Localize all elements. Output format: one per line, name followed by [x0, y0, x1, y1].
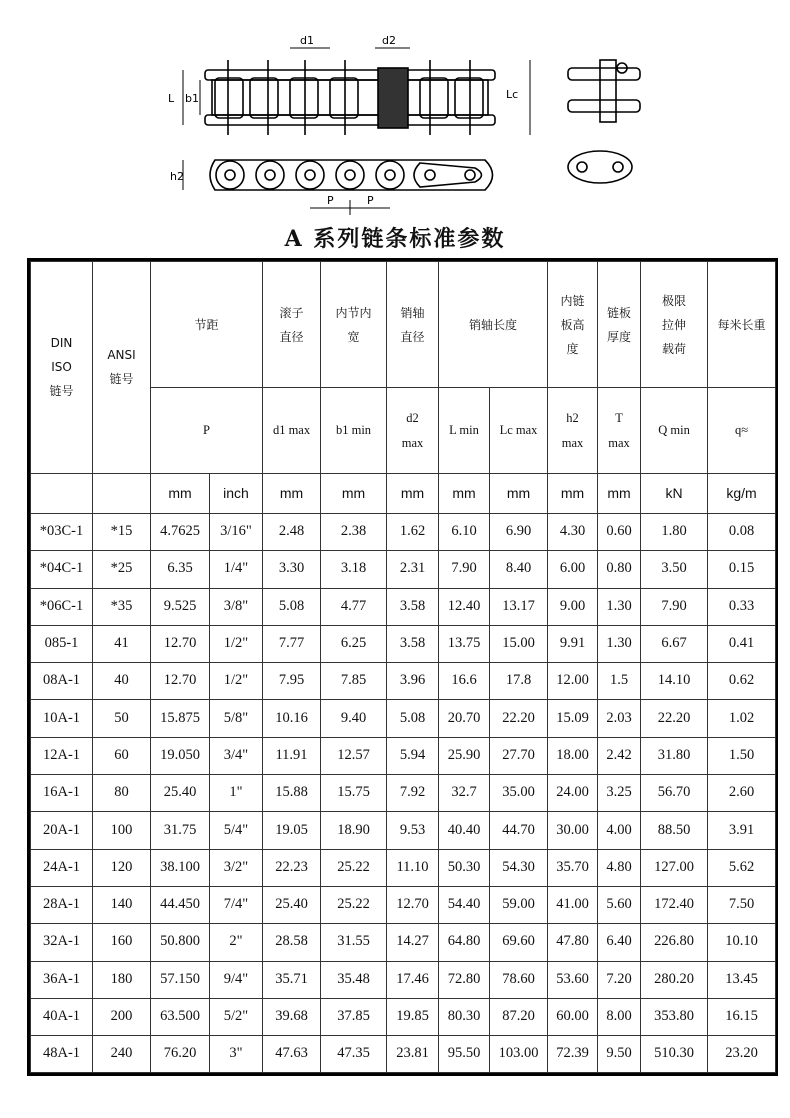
table-cell: 53.60	[548, 961, 598, 998]
table-cell: 35.71	[263, 961, 321, 998]
table-cell: 4.7625	[151, 514, 210, 551]
table-cell: 6.40	[598, 924, 641, 961]
table-row	[31, 812, 776, 849]
header-ansi: ANSI 链号	[93, 262, 151, 474]
table-cell: 180	[93, 961, 151, 998]
header-plate-height: 内链 板高 度	[548, 262, 598, 388]
table-cell: 7.90	[439, 551, 490, 588]
table-cell: 08A-1	[31, 663, 93, 700]
table-cell: 13.17	[490, 588, 548, 625]
table-cell: 0.33	[708, 588, 776, 625]
table-cell: 12.70	[151, 625, 210, 662]
table-row	[31, 961, 776, 998]
table-cell: 1.62	[387, 514, 439, 551]
table-cell: 4.00	[598, 812, 641, 849]
table-row	[31, 663, 776, 700]
table-cell: 127.00	[641, 849, 708, 886]
sym-t: T max	[598, 388, 641, 474]
table-cell: 9.40	[321, 700, 387, 737]
table-row	[31, 998, 776, 1035]
label-h2: h2	[170, 170, 184, 183]
table-cell: 17.46	[387, 961, 439, 998]
table-cell: 9.525	[151, 588, 210, 625]
table-cell: 10.16	[263, 700, 321, 737]
table-cell: *25	[93, 551, 151, 588]
table-cell: 25.40	[263, 886, 321, 923]
table-cell: 47.80	[548, 924, 598, 961]
table-cell: 6.25	[321, 625, 387, 662]
sym-lc: Lc max	[490, 388, 548, 474]
table-cell: 41.00	[548, 886, 598, 923]
table-cell: *03C-1	[31, 514, 93, 551]
table-cell: 32.7	[439, 775, 490, 812]
table-cell: 7.50	[708, 886, 776, 923]
table-cell: 44.70	[490, 812, 548, 849]
table-cell: 5/4"	[210, 812, 263, 849]
sym-h2: h2 max	[548, 388, 598, 474]
table-cell: 11.10	[387, 849, 439, 886]
table-cell: 38.100	[151, 849, 210, 886]
table-cell: 3.58	[387, 588, 439, 625]
table-cell: 80.30	[439, 998, 490, 1035]
table-cell: 60	[93, 737, 151, 774]
table-row	[31, 775, 776, 812]
table-cell: 200	[93, 998, 151, 1035]
header-tensile: 极限 拉伸 载荷	[641, 262, 708, 388]
table-cell: 19.85	[387, 998, 439, 1035]
table-cell: 14.10	[641, 663, 708, 700]
label-d1: d1	[300, 34, 314, 47]
header-blank	[31, 474, 93, 514]
table-cell: 3/4"	[210, 737, 263, 774]
table-cell: 54.30	[490, 849, 548, 886]
table-cell: 87.20	[490, 998, 548, 1035]
table-cell: 11.91	[263, 737, 321, 774]
table-cell: 12.70	[387, 886, 439, 923]
table-cell: 30.00	[548, 812, 598, 849]
table-cell: 12.00	[548, 663, 598, 700]
table-cell: 15.00	[490, 625, 548, 662]
table-cell: 7.85	[321, 663, 387, 700]
table-cell: 1/4"	[210, 551, 263, 588]
table-cell: 25.22	[321, 849, 387, 886]
table-cell: 140	[93, 886, 151, 923]
table-cell: 0.08	[708, 514, 776, 551]
table-cell: 14.27	[387, 924, 439, 961]
table-cell: 25.40	[151, 775, 210, 812]
table-cell: 0.80	[598, 551, 641, 588]
table-cell: 2.60	[708, 775, 776, 812]
table-cell: 7.92	[387, 775, 439, 812]
table-cell: 6.90	[490, 514, 548, 551]
table-cell: *04C-1	[31, 551, 93, 588]
table-cell: 0.62	[708, 663, 776, 700]
header-pin-dia: 销轴 直径	[387, 262, 439, 388]
table-row	[31, 588, 776, 625]
table-cell: 7.77	[263, 625, 321, 662]
table-cell: 10.10	[708, 924, 776, 961]
table-cell: 31.75	[151, 812, 210, 849]
table-body	[31, 514, 776, 1073]
table-cell: 15.875	[151, 700, 210, 737]
spec-table	[30, 261, 776, 1073]
table-cell: 1.02	[708, 700, 776, 737]
table-cell: 23.81	[387, 1036, 439, 1073]
table-cell: 7.90	[641, 588, 708, 625]
table-cell: 3.50	[641, 551, 708, 588]
table-cell: 1.30	[598, 588, 641, 625]
table-cell: 47.63	[263, 1036, 321, 1073]
table-cell: 95.50	[439, 1036, 490, 1073]
table-cell: 1"	[210, 775, 263, 812]
table-cell: 37.85	[321, 998, 387, 1035]
table-cell: 3.58	[387, 625, 439, 662]
table-cell: 7/4"	[210, 886, 263, 923]
table-row	[31, 849, 776, 886]
header-blank	[93, 474, 151, 514]
table-cell: 100	[93, 812, 151, 849]
table-cell: 22.23	[263, 849, 321, 886]
table-cell: 20A-1	[31, 812, 93, 849]
unit-cell: inch	[210, 474, 263, 514]
table-cell: 35.00	[490, 775, 548, 812]
table-cell: 24.00	[548, 775, 598, 812]
table-cell: 103.00	[490, 1036, 548, 1073]
table-cell: *15	[93, 514, 151, 551]
table-cell: 15.88	[263, 775, 321, 812]
sym-d1: d1 max	[263, 388, 321, 474]
table-cell: 172.40	[641, 886, 708, 923]
table-cell: 160	[93, 924, 151, 961]
table-cell: 5.94	[387, 737, 439, 774]
sym-qw: q≈	[708, 388, 776, 474]
table-cell: 31.80	[641, 737, 708, 774]
table-cell: 3/2"	[210, 849, 263, 886]
table-cell: 9.00	[548, 588, 598, 625]
table-cell: 40	[93, 663, 151, 700]
header-pitch: 节距	[151, 262, 263, 388]
table-cell: 18.90	[321, 812, 387, 849]
table-cell: 16.6	[439, 663, 490, 700]
table-cell: 57.150	[151, 961, 210, 998]
unit-cell: mm	[263, 474, 321, 514]
header-roller: 滚子 直径	[263, 262, 321, 388]
table-cell: 3/16"	[210, 514, 263, 551]
table-cell: 78.60	[490, 961, 548, 998]
table-cell: 0.41	[708, 625, 776, 662]
sym-p: P	[151, 388, 263, 474]
table-cell: 4.77	[321, 588, 387, 625]
table-cell: 5.60	[598, 886, 641, 923]
unit-cell: mm	[387, 474, 439, 514]
table-cell: 35.70	[548, 849, 598, 886]
table-row	[31, 551, 776, 588]
table-cell: 20.70	[439, 700, 490, 737]
table-cell: 59.00	[490, 886, 548, 923]
table-cell: 3.18	[321, 551, 387, 588]
table-cell: 13.75	[439, 625, 490, 662]
table-cell: 9.53	[387, 812, 439, 849]
table-row	[31, 625, 776, 662]
table-cell: 72.80	[439, 961, 490, 998]
table-cell: 085-1	[31, 625, 93, 662]
table-cell: 9.91	[548, 625, 598, 662]
table-row	[31, 886, 776, 923]
table-cell: 15.75	[321, 775, 387, 812]
header-weight: 每米长重	[708, 262, 776, 388]
table-cell: 4.30	[548, 514, 598, 551]
table-cell: 5.08	[387, 700, 439, 737]
table-cell: 76.20	[151, 1036, 210, 1073]
table-cell: 6.00	[548, 551, 598, 588]
table-cell: *35	[93, 588, 151, 625]
table-cell: 44.450	[151, 886, 210, 923]
table-cell: 63.500	[151, 998, 210, 1035]
table-cell: 69.60	[490, 924, 548, 961]
table-cell: 18.00	[548, 737, 598, 774]
table-row	[31, 514, 776, 551]
table-cell: 3"	[210, 1036, 263, 1073]
table-cell: 56.70	[641, 775, 708, 812]
sym-q: Q min	[641, 388, 708, 474]
table-cell: 13.45	[708, 961, 776, 998]
table-cell: 8.00	[598, 998, 641, 1035]
table-cell: 1.80	[641, 514, 708, 551]
table-cell: 50	[93, 700, 151, 737]
table-cell: 3.96	[387, 663, 439, 700]
table-cell: 2.31	[387, 551, 439, 588]
table-cell: 3.91	[708, 812, 776, 849]
sym-d2: d2 max	[387, 388, 439, 474]
chain-diagram	[0, 0, 790, 225]
table-cell: 226.80	[641, 924, 708, 961]
page-title: A 系列链条标准参数	[284, 226, 506, 252]
table-cell: 12A-1	[31, 737, 93, 774]
table-cell: 40.40	[439, 812, 490, 849]
label-lc: Lc	[506, 88, 519, 101]
table-cell: 120	[93, 849, 151, 886]
table-cell: 6.67	[641, 625, 708, 662]
table-cell: 28A-1	[31, 886, 93, 923]
unit-cell: mm	[598, 474, 641, 514]
header-din-iso: DIN ISO 链号	[31, 262, 93, 474]
unit-cell: mm	[321, 474, 387, 514]
table-cell: 22.20	[641, 700, 708, 737]
table-cell: 36A-1	[31, 961, 93, 998]
table-cell: 50.30	[439, 849, 490, 886]
table-cell: 1.30	[598, 625, 641, 662]
table-cell: 48A-1	[31, 1036, 93, 1073]
table-cell: 25.90	[439, 737, 490, 774]
unit-cell: mm	[439, 474, 490, 514]
table-cell: 8.40	[490, 551, 548, 588]
table-cell: 24A-1	[31, 849, 93, 886]
table-row	[31, 700, 776, 737]
table-cell: 1.50	[708, 737, 776, 774]
table-cell: 35.48	[321, 961, 387, 998]
table-cell: 72.39	[548, 1036, 598, 1073]
table-cell: 12.57	[321, 737, 387, 774]
table-row	[31, 1036, 776, 1073]
table-cell: 47.35	[321, 1036, 387, 1073]
table-cell: 17.8	[490, 663, 548, 700]
table-cell: 240	[93, 1036, 151, 1073]
unit-cell: mm	[490, 474, 548, 514]
table-cell: 0.60	[598, 514, 641, 551]
table-cell: 353.80	[641, 998, 708, 1035]
table-row	[31, 924, 776, 961]
table-row	[31, 737, 776, 774]
header-inner-width: 内节内 宽	[321, 262, 387, 388]
table-cell: 4.80	[598, 849, 641, 886]
unit-cell: kN	[641, 474, 708, 514]
table-cell: 15.09	[548, 700, 598, 737]
table-cell: 5/2"	[210, 998, 263, 1035]
table-cell: 50.800	[151, 924, 210, 961]
table-cell: 1.5	[598, 663, 641, 700]
table-cell: 280.20	[641, 961, 708, 998]
table-cell: 64.80	[439, 924, 490, 961]
table-cell: 88.50	[641, 812, 708, 849]
table-cell: 1/2"	[210, 663, 263, 700]
table-cell: 2.48	[263, 514, 321, 551]
table-cell: 510.30	[641, 1036, 708, 1073]
header-pin-length: 销轴长度	[439, 262, 548, 388]
unit-cell: mm	[151, 474, 210, 514]
table-cell: 7.20	[598, 961, 641, 998]
table-cell: 2.03	[598, 700, 641, 737]
table-cell: 6.35	[151, 551, 210, 588]
table-cell: 2"	[210, 924, 263, 961]
unit-cell: kg/m	[708, 474, 776, 514]
table-cell: 19.050	[151, 737, 210, 774]
header-plate-thick: 链板 厚度	[598, 262, 641, 388]
table-cell: 10A-1	[31, 700, 93, 737]
table-cell: 32A-1	[31, 924, 93, 961]
table-cell: 9.50	[598, 1036, 641, 1073]
table-cell: 23.20	[708, 1036, 776, 1073]
table-cell: 41	[93, 625, 151, 662]
table-cell: 60.00	[548, 998, 598, 1035]
table-cell: 7.95	[263, 663, 321, 700]
table-cell: 3/8"	[210, 588, 263, 625]
label-d2: d2	[382, 34, 396, 47]
table-cell: 25.22	[321, 886, 387, 923]
table-cell: 54.40	[439, 886, 490, 923]
table-cell: 16A-1	[31, 775, 93, 812]
table-cell: 3.25	[598, 775, 641, 812]
table-cell: 31.55	[321, 924, 387, 961]
table-cell: 1/2"	[210, 625, 263, 662]
table-cell: 39.68	[263, 998, 321, 1035]
table-cell: 5.62	[708, 849, 776, 886]
sym-b1: b1 min	[321, 388, 387, 474]
table-cell: 40A-1	[31, 998, 93, 1035]
label-p2: P	[367, 194, 374, 207]
table-cell: 2.42	[598, 737, 641, 774]
table-cell: 9/4"	[210, 961, 263, 998]
table-cell: 27.70	[490, 737, 548, 774]
table-cell: *06C-1	[31, 588, 93, 625]
table-cell: 12.40	[439, 588, 490, 625]
label-l: L	[168, 92, 175, 105]
table-cell: 3.30	[263, 551, 321, 588]
sym-l: L min	[439, 388, 490, 474]
table-cell: 80	[93, 775, 151, 812]
table-cell: 0.15	[708, 551, 776, 588]
table-cell: 22.20	[490, 700, 548, 737]
table-cell: 12.70	[151, 663, 210, 700]
spec-table-frame	[27, 258, 778, 1076]
table-cell: 19.05	[263, 812, 321, 849]
label-b1: b1	[185, 92, 199, 105]
table-cell: 16.15	[708, 998, 776, 1035]
table-cell: 2.38	[321, 514, 387, 551]
table-cell: 5.08	[263, 588, 321, 625]
table-cell: 28.58	[263, 924, 321, 961]
unit-cell: mm	[548, 474, 598, 514]
label-p1: P	[327, 194, 334, 207]
table-cell: 5/8"	[210, 700, 263, 737]
table-cell: 6.10	[439, 514, 490, 551]
